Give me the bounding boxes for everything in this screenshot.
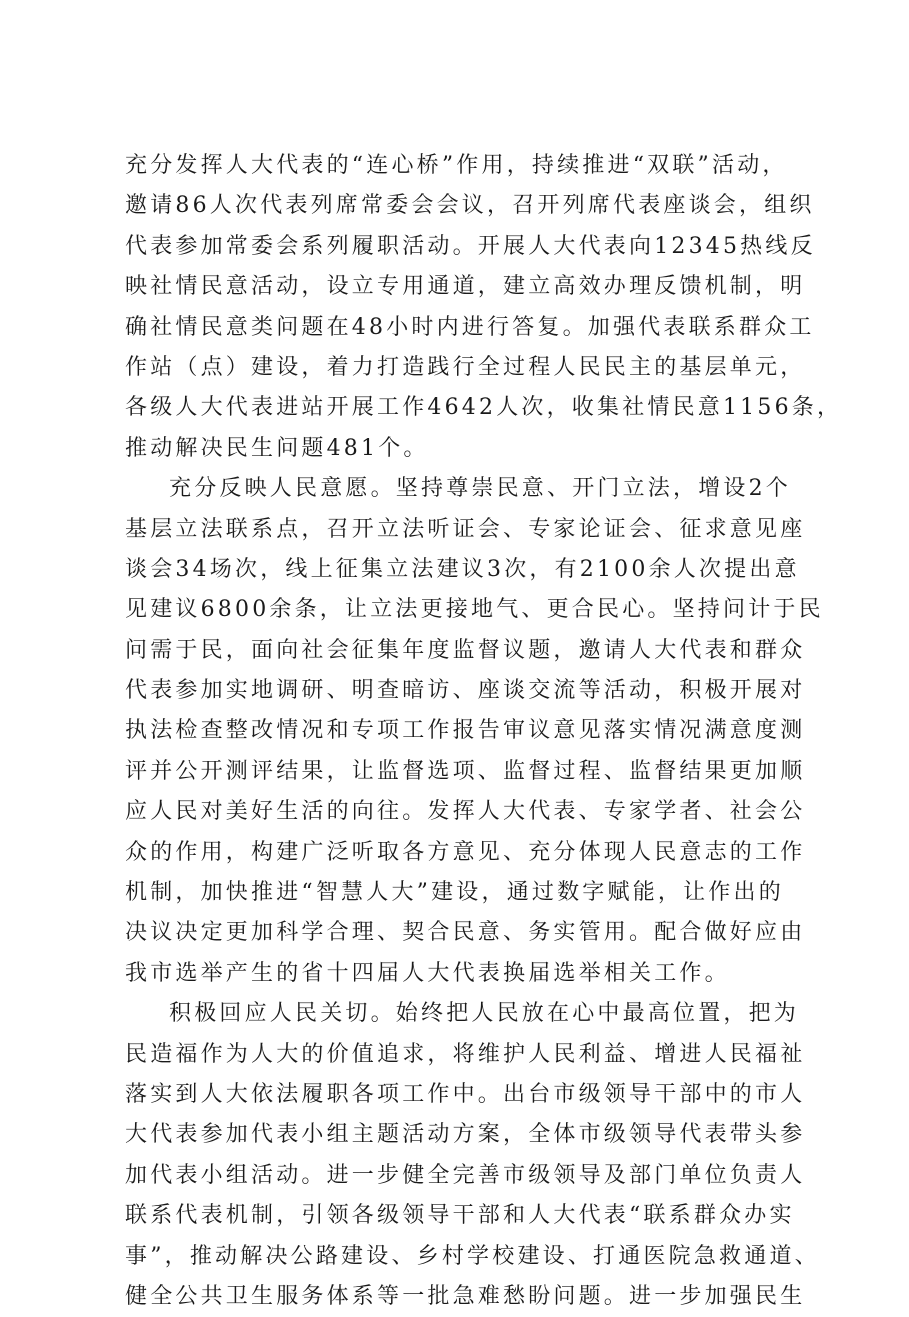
- text-line: 充分发挥人大代表的“连心桥”作用，持续推进“双联”活动，: [125, 153, 788, 178]
- text-line: 众的作用，构建广泛听取各方意见、充分体现人民意志的工作: [125, 839, 806, 865]
- body-text: [125, 146, 843, 1317]
- text-line: 大代表参加代表小组主题活动方案，全体市级领导代表带头参: [125, 1122, 806, 1148]
- text-line: 评并公开测评结果，让监督选项、监督过程、监督结果更加顺: [125, 758, 806, 784]
- text-line: 推动解决民生问题481个。: [125, 435, 429, 461]
- text-line: 谈会34场次，线上征集立法建议3次，有2100余人次提出意: [125, 556, 800, 582]
- text-line: 机制，加快推进“智慧人大”建设，通过数字赋能，让作出的: [125, 880, 784, 906]
- text-line: 代表参加实地调研、明查暗访、座谈交流等活动，积极开展对: [125, 678, 806, 704]
- paragraph-start-line: 积极回应人民关切。始终把人民放在心中最高位置，把为: [169, 1001, 800, 1027]
- text-line: 民造福作为人大的价值追求，将维护人民利益、增进人民福祉: [125, 1041, 806, 1067]
- text-line: 邀请86人次代表列席常委会会议，召开列席代表座谈会，组织: [125, 193, 815, 219]
- text-line: 确社情民意类问题在48小时内进行答复。加强代表联系群众工: [125, 314, 815, 340]
- text-line: 应人民对美好生活的向往。发挥人大代表、专家学者、社会公: [125, 799, 806, 825]
- text-line: 见建议6800余条，让立法更接地气、更合民心。坚持问计于民: [125, 597, 824, 623]
- text-line: 事”，推动解决公路建设、乡村学校建设、打通医院急救通道、: [125, 1243, 820, 1269]
- text-line: 我市选举产生的省十四届人大代表换届选举相关工作。: [125, 960, 730, 986]
- text-line: 映社情民意活动，设立专用通道，建立高效办理反馈机制，明: [125, 274, 806, 300]
- paragraph-start-line: 充分反映人民意愿。坚持尊崇民意、开门立法，增设2个: [169, 476, 791, 502]
- text-line: 落实到人大依法履职各项工作中。出台市级领导干部中的市人: [125, 1081, 806, 1107]
- text-line: 联系代表机制，引领各级领导干部和人大代表“联系群众办实: [125, 1203, 795, 1229]
- text-line: 代表参加常委会系列履职活动。开展人大代表向12345热线反: [125, 233, 816, 259]
- text-line: 执法检查整改情况和专项工作报告审议意见落实情况满意度测: [125, 718, 806, 744]
- text-line: 基层立法联系点，召开立法听证会、专家论证会、征求意见座: [125, 516, 806, 542]
- text-line: 作站（点）建设，着力打造践行全过程人民民主的基层单元，: [125, 354, 806, 380]
- text-line: 决议决定更加科学合理、契合民意、务实管用。配合做好应由: [125, 920, 806, 946]
- text-line: 各级人大代表进站开展工作4642人次，收集社情民意1156条，: [125, 395, 843, 421]
- text-line: 加代表小组活动。进一步健全完善市级领导及部门单位负责人: [125, 1162, 806, 1188]
- text-line: 健全公共卫生服务体系等一批急难愁盼问题。进一步加强民生: [125, 1283, 806, 1309]
- text-line: 问需于民，面向社会征集年度监督议题，邀请人大代表和群众: [125, 637, 806, 663]
